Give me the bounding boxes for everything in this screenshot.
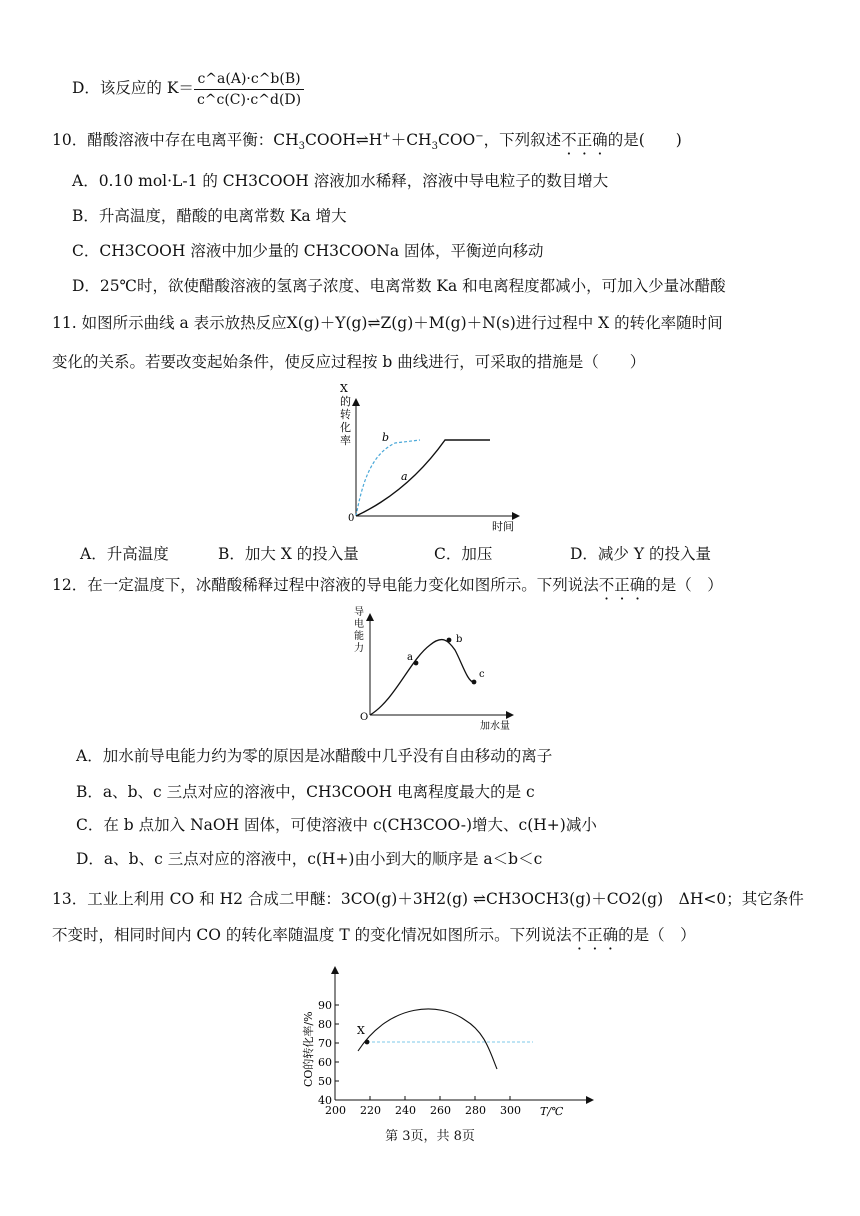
y-tick-label: 60: [318, 1056, 332, 1069]
q13-stem-part: 的是（ ）: [618, 926, 696, 944]
emphasis-char: 正: [576, 131, 593, 149]
q11-stem-line1: 11. 如图所示曲线 a 表示放热反应X(g)＋Y(g)⇌Z(g)＋M(g)＋N(s)进行过程中 X 的转化率随时间: [52, 314, 723, 332]
q13-stem-line2: [52, 925, 696, 945]
q12-option-b: B．a、b、c 三点对应的溶液中，CH3COOH 电离程度最大的是 c: [76, 783, 535, 801]
y-tick-label: 70: [318, 1037, 332, 1050]
y-label-char: 转: [340, 408, 351, 421]
q10-option-a: A．0.10 mol·L-1 的 CH3COOH 溶液加水稀释，溶液中导电粒子的数目增大: [72, 172, 609, 190]
x-axis-label: 时间: [492, 520, 514, 533]
y-label-char: 化: [340, 421, 351, 434]
q12-stem-part: 12．在一定温度下，冰醋酸稀释过程中溶液的导电能力变化如图所示。下列说法: [52, 576, 599, 594]
q10-option-b: B．升高温度，醋酸的电离常数 Ka 增大: [72, 207, 347, 225]
point-b: [447, 638, 452, 643]
y-axis-label: CO的转化率/%: [302, 1011, 315, 1087]
emphasis-char: 正: [614, 576, 630, 594]
point-x-label: X: [357, 1024, 365, 1037]
point-b-label: b: [456, 634, 463, 645]
origin-label: 0: [348, 513, 355, 524]
q10-stem-part: ＋CH: [390, 131, 432, 149]
y-label-char: 能: [354, 631, 364, 642]
x-tick-label: 280: [465, 1104, 486, 1117]
q10-stem: 10．醋酸溶液中存在电离平衡：$CH_3COOH\rightleftharpoons H^++CH_3COO^-$，下列叙述不正确的是( ): [52, 130, 682, 153]
page-footer: 第 3页，共 8页: [385, 1129, 475, 1144]
q11-option-a: A．升高温度: [80, 545, 169, 563]
emphasis-char: 确: [629, 576, 646, 594]
q10-stem-part: ，下列叙述: [483, 131, 562, 149]
q12-option-d: D．a、b、c 三点对应的溶液中，c(H+)由小到大的顺序是 a＜b＜c: [76, 850, 543, 868]
point-a: [414, 661, 419, 666]
point-c-label: c: [479, 669, 485, 680]
x-tick-label: 220: [360, 1104, 381, 1117]
q12-stem: [52, 575, 723, 595]
emphasis-char: 不: [598, 576, 615, 594]
q12-stem-part: 的是（ ）: [645, 576, 723, 594]
y-label-char: 率: [340, 434, 351, 447]
q12-option-c: C．在 b 点加入 NaOH 固体，可使溶液中 c(CH3COO-)增大、c(H+)减小: [76, 816, 597, 834]
q10-option-d: D．25℃时，欲使醋酸溶液的氢离子浓度、电离常数 Ka 和电离程度都减小，可加入少量冰醋酸: [72, 277, 726, 295]
curve-b: [356, 440, 420, 516]
fraction-numerator: c^a(A)·c^b(B): [194, 70, 304, 90]
q12-conductivity-graph: [350, 605, 520, 733]
curve-a: [356, 440, 490, 516]
q10-stem-part: 醋酸溶液中存在电离平衡：CH: [87, 131, 299, 149]
emphasis-char: 确: [592, 131, 608, 149]
q10-stem-part: 的是( ): [607, 131, 682, 149]
q11-options: [0, 544, 860, 564]
q11-stem-line2: 变化的关系。若要改变起始条件，使反应过程按 b 曲线进行，可采取的措施是（ ）: [52, 353, 646, 371]
q9-option-d: [72, 68, 304, 109]
equilibrium-constant-fraction: [194, 70, 304, 109]
x-tick-label: 260: [430, 1104, 451, 1117]
fraction-denominator: c^c(C)·c^d(D): [196, 91, 302, 108]
emphasis-char: 不: [571, 926, 588, 944]
x-tick-label: 300: [500, 1104, 521, 1117]
point-a-label: a: [407, 652, 413, 663]
x-tick-label: 240: [395, 1104, 416, 1117]
q12-option-a: A．加水前导电能力约为零的原因是冰醋酸中几乎没有自由移动的离子: [76, 747, 553, 765]
y-label-char: 的: [340, 395, 351, 408]
conversion-curve: [358, 1009, 497, 1069]
q11-option-c: C．加压: [434, 545, 493, 563]
y-label-char: 电: [354, 619, 364, 630]
y-label-char: 力: [354, 643, 364, 654]
q13-co-conversion-graph: [290, 962, 600, 1122]
point-c: [472, 680, 477, 685]
q10-stem-part: COOH⇌H: [305, 131, 383, 149]
emphasis-char: 确: [602, 926, 619, 944]
x-tick-label: 200: [325, 1104, 346, 1117]
q9-option-d-prefix: D．该反应的 K＝: [72, 79, 194, 97]
y-tick-label: 50: [318, 1075, 332, 1088]
q10-stem-part: COO: [437, 131, 476, 149]
y-tick-label: 40: [318, 1094, 332, 1107]
curve-b-label: b: [382, 431, 390, 444]
emphasis-char: 正: [587, 926, 603, 944]
x-axis-label: 加水量: [480, 721, 510, 732]
curve-a-label: a: [401, 470, 408, 483]
y-tick-label: 90: [318, 999, 332, 1012]
x-axis-label: T/℃: [540, 1105, 564, 1118]
q11-option-b: B．加大 X 的投入量: [218, 545, 359, 563]
conductivity-curve: [370, 640, 474, 715]
q13-stem-line1: 13．工业上利用 CO 和 H2 合成二甲醚：3CO(g)＋3H2(g) ⇌CH3OCH3(g)＋CO2(g) ΔH<0；其它条件: [52, 890, 804, 908]
y-tick-label: 80: [318, 1018, 332, 1031]
q13-stem-part: 不变时，相同时间内 CO 的转化率随温度 T 的变化情况如图所示。下列说法: [52, 926, 572, 944]
point-x: [365, 1040, 370, 1045]
q11-option-d: D．减少 Y 的投入量: [570, 545, 712, 563]
q10-number: 10．: [52, 131, 88, 149]
origin-label: O: [360, 712, 369, 723]
q11-conversion-time-graph: [320, 380, 530, 535]
q10-option-c: C．CH3COOH 溶液中加少量的 CH3COONa 固体，平衡逆向移动: [72, 242, 544, 260]
y-label-char: 导: [354, 607, 364, 618]
emphasis-char: 不: [561, 131, 577, 149]
y-label-char: X: [340, 382, 348, 395]
